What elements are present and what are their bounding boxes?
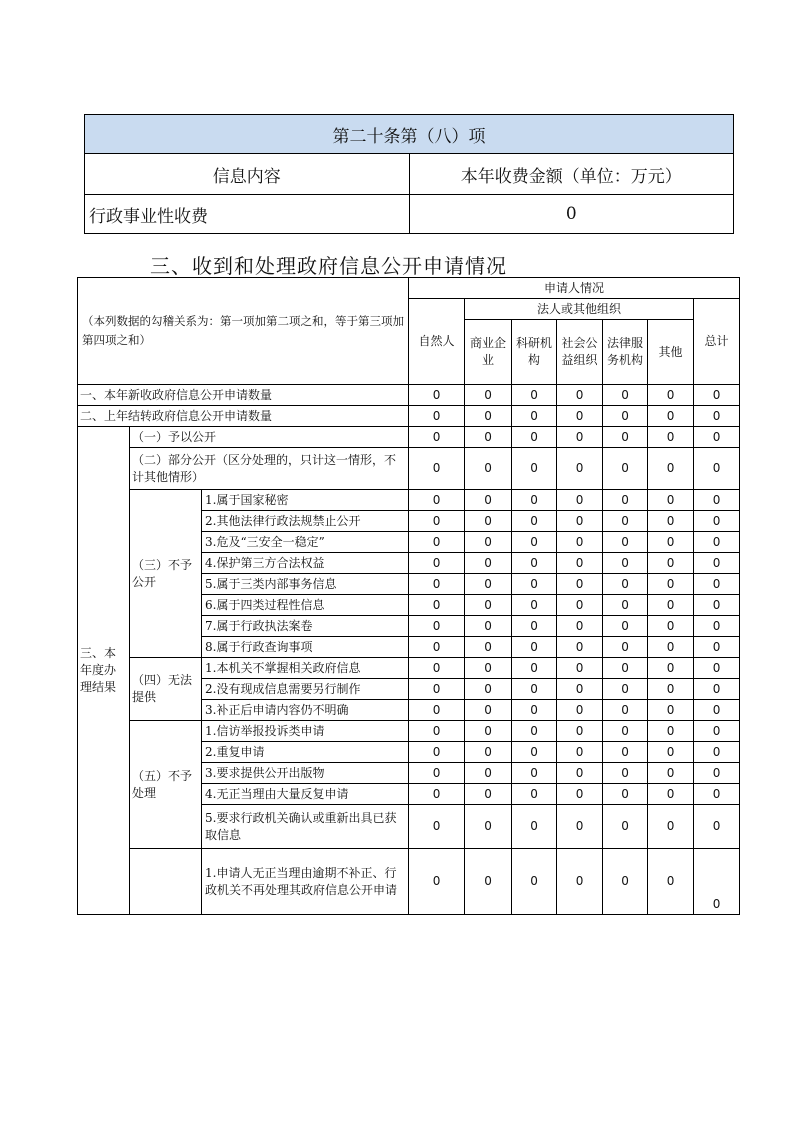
cell-value: 0 [465,742,512,763]
cell-value: 0 [557,658,603,679]
cell-value: 0 [603,427,648,448]
cell-value: 0 [694,679,740,700]
cell-value: 0 [409,427,465,448]
cell-value: 0 [465,595,512,616]
col-total: 总计 [694,299,740,385]
cell-value: 0 [557,742,603,763]
cell-value: 0 [603,406,648,427]
cell-value: 0 [648,427,694,448]
cell-value: 0 [557,700,603,721]
cell-value: 0 [465,406,512,427]
cell-value: 0 [648,406,694,427]
cell-value: 0 [648,637,694,658]
group-not-disclosed-label: （三）不予公开 [130,490,202,658]
cell-value: 0 [465,721,512,742]
cell-value: 0 [512,721,557,742]
cell-value: 0 [648,490,694,511]
cell-value: 0 [409,742,465,763]
cell-value: 0 [603,553,648,574]
row-state-secret: 1.属于国家秘密 [202,490,409,511]
cell-value: 0 [409,784,465,805]
cell-value: 0 [694,700,740,721]
cell-value: 0 [603,742,648,763]
cell-value: 0 [694,427,740,448]
cell-value: 0 [557,385,603,406]
cell-value: 0 [465,700,512,721]
cell-value: 0 [648,763,694,784]
row-repeated-mass-requests: 4.无正当理由大量反复申请 [202,784,409,805]
cell-value: 0 [557,784,603,805]
row-disclosed: （一）予以公开 [130,427,409,448]
row-third-party-rights: 4.保护第三方合法权益 [202,553,409,574]
row-not-held: 1.本机关不掌握相关政府信息 [202,658,409,679]
cell-value: 0 [648,784,694,805]
row-petition-complaint: 1.信访举报投诉类申请 [202,721,409,742]
row-enforcement-files: 7.属于行政执法案卷 [202,616,409,637]
cell-value: 0 [512,511,557,532]
cell-value: 0 [512,553,557,574]
cell-value: 0 [557,532,603,553]
cell-value: 0 [512,805,557,849]
cell-value: 0 [409,574,465,595]
cell-value: 0 [465,511,512,532]
cell-value: 0 [694,616,740,637]
cell-value: 0 [557,448,603,490]
cell-value: 0 [557,637,603,658]
row-unclear-request: 3.补正后申请内容仍不明确 [202,700,409,721]
cell-value: 0 [409,406,465,427]
cell-value: 0 [512,448,557,490]
cell-value: 0 [512,700,557,721]
cell-value: 0 [694,406,740,427]
cell-value: 0 [512,427,557,448]
cell-value: 0 [512,849,557,915]
cell-value: 0 [603,511,648,532]
cell-value: 0 [603,700,648,721]
cell-value: 0 [603,448,648,490]
info-content-label: 信息内容 [85,154,410,195]
row-confirm-reissue: 5.要求行政机关确认或重新出具已获取信息 [202,805,409,849]
cell-value: 0 [512,658,557,679]
cell-value: 0 [648,721,694,742]
cell-value: 0 [512,742,557,763]
col-commercial: 商业企业 [465,320,512,385]
cell-value: 0 [409,490,465,511]
cell-value: 0 [603,595,648,616]
cell-value: 0 [648,700,694,721]
application-table [77,277,740,915]
cell-value: 0 [603,721,648,742]
row-publications: 3.要求提供公开出版物 [202,763,409,784]
cell-value: 0 [409,763,465,784]
cell-value: 0 [603,637,648,658]
cell-value: 0 [409,721,465,742]
cell-value: 0 [409,805,465,849]
cell-value: 0 [409,700,465,721]
cell-value: 0 [465,532,512,553]
row-process-info: 6.属于四类过程性信息 [202,595,409,616]
group-results-label: 三、本年度办理结果 [78,427,130,915]
table-note: （本列数据的勾稽关系为：第一项加第二项之和，等于第三项加第四项之和） [78,278,409,385]
cell-value: 0 [409,385,465,406]
cell-value: 0 [465,385,512,406]
cell-value: 0 [603,849,648,915]
cell-value: 0 [409,532,465,553]
col-natural-person: 自然人 [409,299,465,385]
fee-table-header: 第二十条第（八）项 [85,115,734,154]
cell-value: 0 [648,511,694,532]
cell-value: 0 [557,805,603,849]
cell-value: 0 [694,574,740,595]
cell-value: 0 [557,721,603,742]
group-not-processed-label: （五）不予处理 [130,721,202,849]
cell-value: 0 [557,616,603,637]
cell-value: 0 [465,427,512,448]
row-overdue-correction: 1.申请人无正当理由逾期不补正、行政机关不再处理其政府信息公开申请 [202,849,409,915]
cell-value: 0 [409,679,465,700]
cell-value: 0 [694,595,740,616]
cell-value: 0 [694,721,740,742]
cell-value: 0 [557,763,603,784]
cell-value: 0 [648,595,694,616]
cell-value: 0 [557,595,603,616]
cell-value: 0 [409,553,465,574]
cell-value: 0 [648,385,694,406]
cell-value: 0 [694,637,740,658]
col-social-welfare: 社会公益组织 [557,320,603,385]
cell-value: 0 [512,637,557,658]
cell-value: 0 [465,658,512,679]
cell-value: 0 [648,448,694,490]
cell-value: 0 [465,763,512,784]
cell-value: 0 [603,679,648,700]
cell-value: 0 [465,616,512,637]
cell-value: 0 [512,574,557,595]
cell-value: 0 [409,595,465,616]
cell-value: 0 [465,490,512,511]
section-title: 三、收到和处理政府信息公开申请情况 [150,254,507,278]
cell-value: 0 [557,553,603,574]
cell-value: 0 [557,427,603,448]
cell-value: 0 [557,679,603,700]
cell-value: 0 [648,679,694,700]
cell-value: 0 [557,849,603,915]
cell-value: 0 [648,742,694,763]
cell-value: 0 [465,553,512,574]
cell-value: 0 [694,511,740,532]
row-law-prohibited: 2.其他法律行政法规禁止公开 [202,511,409,532]
cell-value: 0 [603,385,648,406]
cell-value: 0 [694,532,740,553]
applicant-header: 申请人情况 [409,278,740,299]
cell-value: 0 [603,784,648,805]
group-unable-to-provide-label: （四）无法提供 [130,658,202,721]
row-inquiry-matters: 8.属于行政查询事项 [202,637,409,658]
cell-value: 0 [694,658,740,679]
cell-value: 0 [603,658,648,679]
cell-value: 0 [557,490,603,511]
cell-value: 0 [512,385,557,406]
col-legal-service: 法律服务机构 [603,320,648,385]
cell-value: 0 [512,784,557,805]
cell-value: 0 [465,574,512,595]
cell-value: 0 [409,849,465,915]
cell-value: 0 [694,742,740,763]
cell-value: 0 [409,511,465,532]
cell-value: 0 [409,658,465,679]
col-other: 其他 [648,320,694,385]
cell-value: 0 [648,574,694,595]
cell-value: 0 [603,574,648,595]
cell-value: 0 [648,849,694,915]
cell-value: 0 [512,490,557,511]
cell-value: 0 [512,679,557,700]
cell-value: 0 [648,532,694,553]
cell-value: 0 [512,763,557,784]
row-three-securities: 3.危及“三安全一稳定” [202,532,409,553]
cell-value: 0 [603,805,648,849]
cell-value: 0 [603,763,648,784]
col-research: 科研机构 [512,320,557,385]
cell-value: 0 [603,616,648,637]
row-new-applications: 一、本年新收政府信息公开申请数量 [78,385,409,406]
cell-value: 0 [409,616,465,637]
row-duplicate-request: 2.重复申请 [202,742,409,763]
cell-value: 0 [648,805,694,849]
cell-value: 0 [512,406,557,427]
admin-fee-label: 行政事业性收费 [85,195,410,234]
cell-value: 0 [465,679,512,700]
row-internal-affairs: 5.属于三类内部事务信息 [202,574,409,595]
cell-value: 0 [512,595,557,616]
cell-value: 0 [603,490,648,511]
cell-value: 0 [557,406,603,427]
cell-value: 0 [465,849,512,915]
cell-value: 0 [465,448,512,490]
cell-value: 0 [648,553,694,574]
cell-value: 0 [557,574,603,595]
cell-value: 0 [409,448,465,490]
cell-value: 0 [694,763,740,784]
cell-value: 0 [694,490,740,511]
cell-value: 0 [694,805,740,849]
admin-fee-value: 0 [409,195,734,234]
fee-table [84,114,734,234]
cell-value: 0 [694,385,740,406]
cell-value: 0 [648,658,694,679]
cell-value: 0 [603,532,648,553]
row-carried-over: 二、上年结转政府信息公开申请数量 [78,406,409,427]
cell-value: 0 [465,637,512,658]
group-other-handling-label [130,849,202,915]
cell-value: 0 [694,849,740,915]
cell-value: 0 [409,637,465,658]
cell-value: 0 [512,616,557,637]
legal-entity-header: 法人或其他组织 [465,299,694,320]
cell-value: 0 [694,553,740,574]
cell-value: 0 [557,511,603,532]
cell-value: 0 [694,784,740,805]
cell-value: 0 [465,805,512,849]
row-partially-disclosed: （二）部分公开（区分处理的，只计这一情形，不计其他情形） [130,448,409,490]
row-needs-creation: 2.没有现成信息需要另行制作 [202,679,409,700]
cell-value: 0 [465,784,512,805]
fee-amount-label: 本年收费金额（单位：万元） [409,154,734,195]
cell-value: 0 [648,616,694,637]
cell-value: 0 [512,532,557,553]
cell-value: 0 [694,448,740,490]
